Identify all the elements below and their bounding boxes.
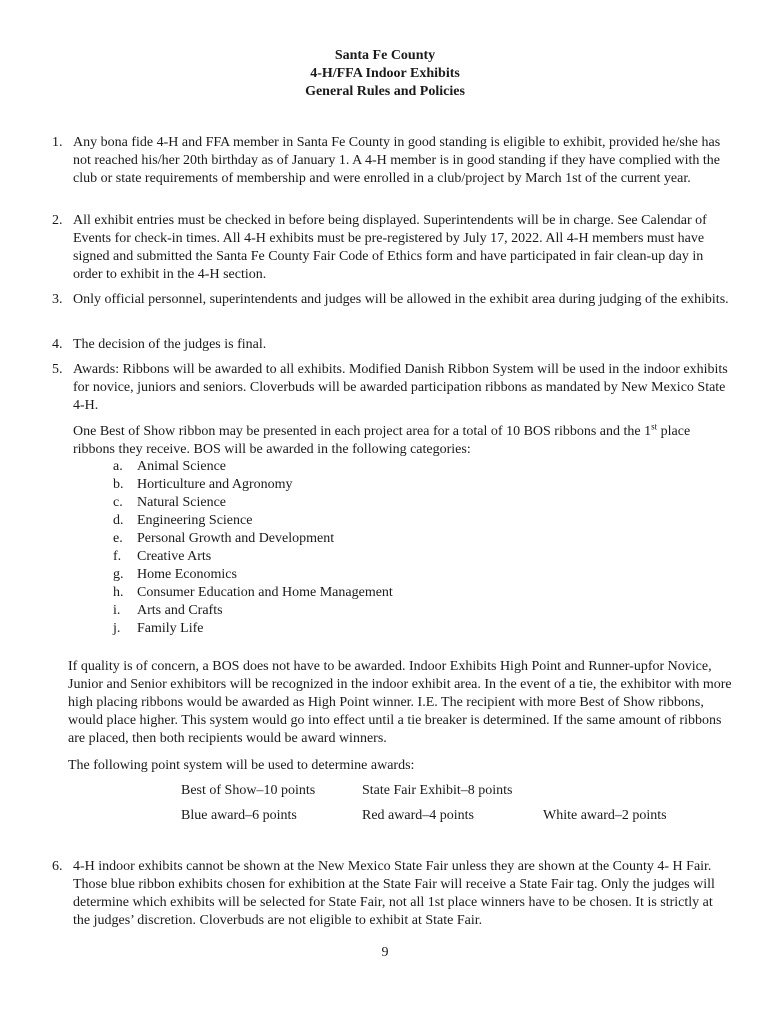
bos-text-before: One Best of Show ribbon may be presented in each project area for a total of 10 BOS ribbons and the 1	[73, 424, 652, 439]
rule-number: 4.	[52, 337, 63, 352]
bos-category-list	[113, 458, 393, 638]
points-best-of-show: Best of Show–10 points	[181, 783, 316, 798]
header-county: Santa Fe County	[334, 48, 436, 63]
list-item: a. Animal Science	[113, 459, 227, 474]
points-red: Red award–4 points	[362, 808, 474, 823]
list-item: e. Personal Growth and Development	[113, 531, 335, 546]
rule-text: All exhibit entries must be checked in before being displayed. Superintendents will be in charge. See Calendar of Events for check-in times. All 4-H exhibits must be pre-registered by July 17, 2022. All 4-H members must have signed and submitted the Santa Fe County Fair Code of Ethics form and have participated in fair clean-up day in order to exhibit in the 4-H section.	[73, 213, 707, 282]
list-item: d. Engineering Science	[113, 513, 253, 528]
rule-text: 4-H indoor exhibits cannot be shown at the New Mexico State Fair unless they are shown at the County 4- H Fair. Those blue ribbon exhibits chosen for exhibition at the State Fair will receive a State Fair tag. Only the judges will determine which exhibits will be selected for State Fair, not all 1st place winners have to be chosen. It is strictly at the judges’ discretion. Cloverbuds are not eligible to exhibit at State Fair.	[73, 859, 715, 928]
bos-text-after: place ribbons they receive. BOS will be awarded in the following categories:	[73, 424, 691, 457]
rule-text: Awards: Ribbons will be awarded to all exhibits. Modified Danish Ribbon System will be used in the indoor exhibits for novice, juniors and seniors. Cloverbuds will be awarded participation ribbons as mandated by New Mexico State 4-H.	[73, 362, 728, 413]
rule-number: 1.	[52, 135, 63, 150]
rule-number: 6.	[52, 859, 63, 874]
list-item: b. Horticulture and Agronomy	[113, 477, 293, 492]
rule-number: 2.	[52, 213, 63, 228]
points-state-fair: State Fair Exhibit–8 points	[362, 783, 513, 798]
list-item: i. Arts and Crafts	[113, 603, 223, 618]
list-item: j. Family Life	[113, 621, 204, 636]
list-item: g. Home Economics	[113, 567, 237, 582]
rule-text: Only official personnel, superintendents and judges will be allowed in the exhibit area during judging of the exhibits.	[73, 292, 729, 307]
list-item: c. Natural Science	[113, 495, 227, 510]
rule-text: Any bona fide 4-H and FFA member in Santa Fe County in good standing is eligible to exhibit, provided he/she has not reached his/her 20th birthday as of January 1. A 4-H member is in good standing if they have complied with the club or state requirements of membership and were enrolled in a club/project by March 1st of the current year.	[73, 135, 721, 186]
points-blue: Blue award–6 points	[181, 808, 297, 823]
header-rules: General Rules and Policies	[305, 84, 465, 99]
rule-number: 3.	[52, 292, 63, 307]
points-white: White award–2 points	[543, 808, 667, 823]
list-item: f. Creative Arts	[113, 549, 212, 564]
rule-number: 5.	[52, 362, 63, 377]
page-number: 9	[381, 945, 389, 960]
points-intro: The following point system will be used to determine awards:	[68, 758, 415, 773]
rule-text: The decision of the judges is final.	[73, 337, 267, 352]
bos-superscript: st	[651, 421, 658, 432]
quality-paragraph: If quality is of concern, a BOS does not have to be awarded. Indoor Exhibits High Point and Runner-upfor Novice, Junior and Senior exhibitors will be recognized in the indoor exhibit area. In the event of a tie, the exhibitor with more high placing ribbons would be awarded as High Point winner. I.E. The recipient with more Best of Show ribbons, would place higher. This system would go into effect until a tie breaker is determined. If the same amount of ribbons are placed, then both recipients would be award winners.	[68, 659, 732, 746]
list-item: h. Consumer Education and Home Management	[113, 585, 393, 600]
header-exhibits: 4-H/FFA Indoor Exhibits	[310, 66, 460, 81]
bos-paragraph	[73, 423, 713, 459]
